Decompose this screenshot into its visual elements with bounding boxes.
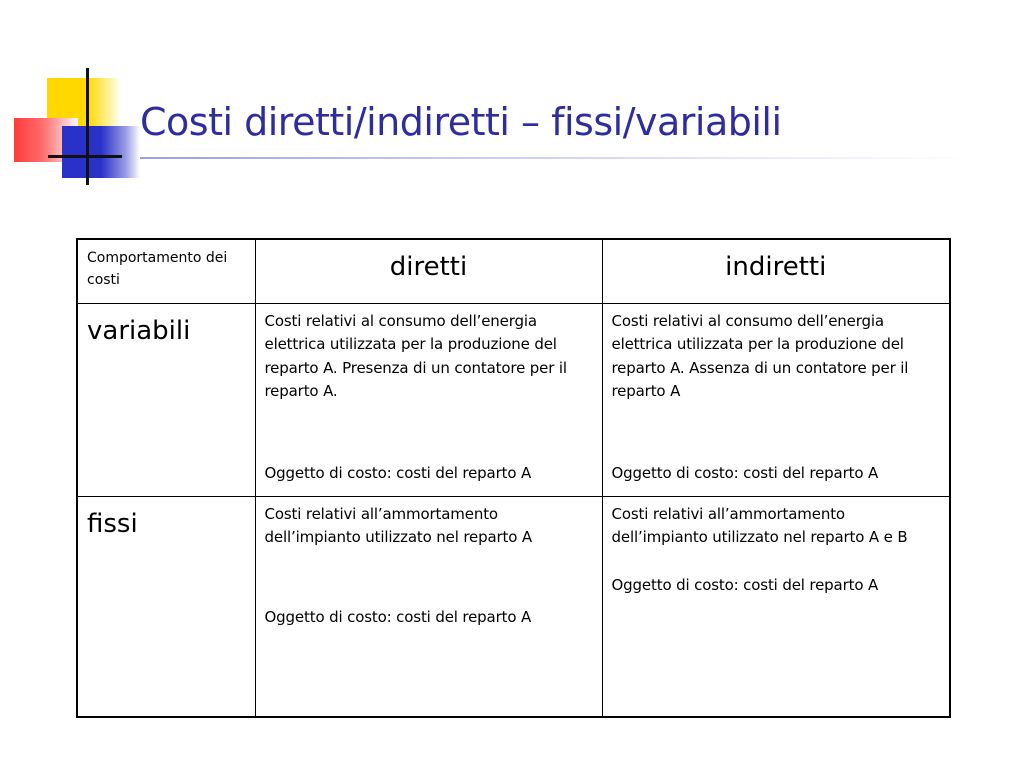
logo-blue-square — [62, 126, 140, 178]
cost-table — [76, 238, 951, 718]
row-label-variabili: variabili — [77, 303, 255, 496]
cell-cost-object: Oggetto di costo: costi del reparto A — [611, 464, 879, 482]
cell-cost-object: Oggetto di costo: costi del reparto A — [611, 575, 879, 594]
col-header-diretti: diretti — [255, 239, 602, 303]
cell-cost-object: Oggetto di costo: costi del reparto A — [264, 464, 532, 482]
corner-header: Comportamento dei costi — [77, 239, 255, 303]
cell-description: Costi relativi all’ammortamento dell’impianto utilizzato nel reparto A e B — [611, 504, 908, 546]
cell-description: Costi relativi al consumo dell’energia elettrica utilizzata per la produzione del reparto A. Assenza di un contatore per il reparto A — [611, 311, 909, 400]
cell-cost-object: Oggetto di costo: costi del reparto A — [264, 607, 532, 626]
cell-fissi-diretti — [255, 496, 602, 717]
cell-description: Costi relativi all’ammortamento dell’impianto utilizzato nel reparto A — [264, 504, 533, 546]
title-underline — [140, 157, 970, 159]
table-header-row — [77, 239, 950, 303]
logo-vertical-line — [86, 68, 89, 185]
cell-fissi-indiretti — [602, 496, 950, 717]
logo-horizontal-line — [48, 155, 122, 158]
cell-description: Costi relativi al consumo dell’energia elettrica utilizzata per la produzione del reparto A. Presenza di un contatore per il reparto A. — [264, 311, 567, 400]
cell-variabili-indiretti — [602, 303, 950, 496]
slide-title: Costi diretti/indiretti – fissi/variabili — [140, 100, 782, 144]
table-row-variabili — [77, 303, 950, 496]
row-label-fissi: fissi — [77, 496, 255, 717]
cell-variabili-diretti — [255, 303, 602, 496]
col-header-indiretti: indiretti — [602, 239, 950, 303]
table-row-fissi — [77, 496, 950, 717]
